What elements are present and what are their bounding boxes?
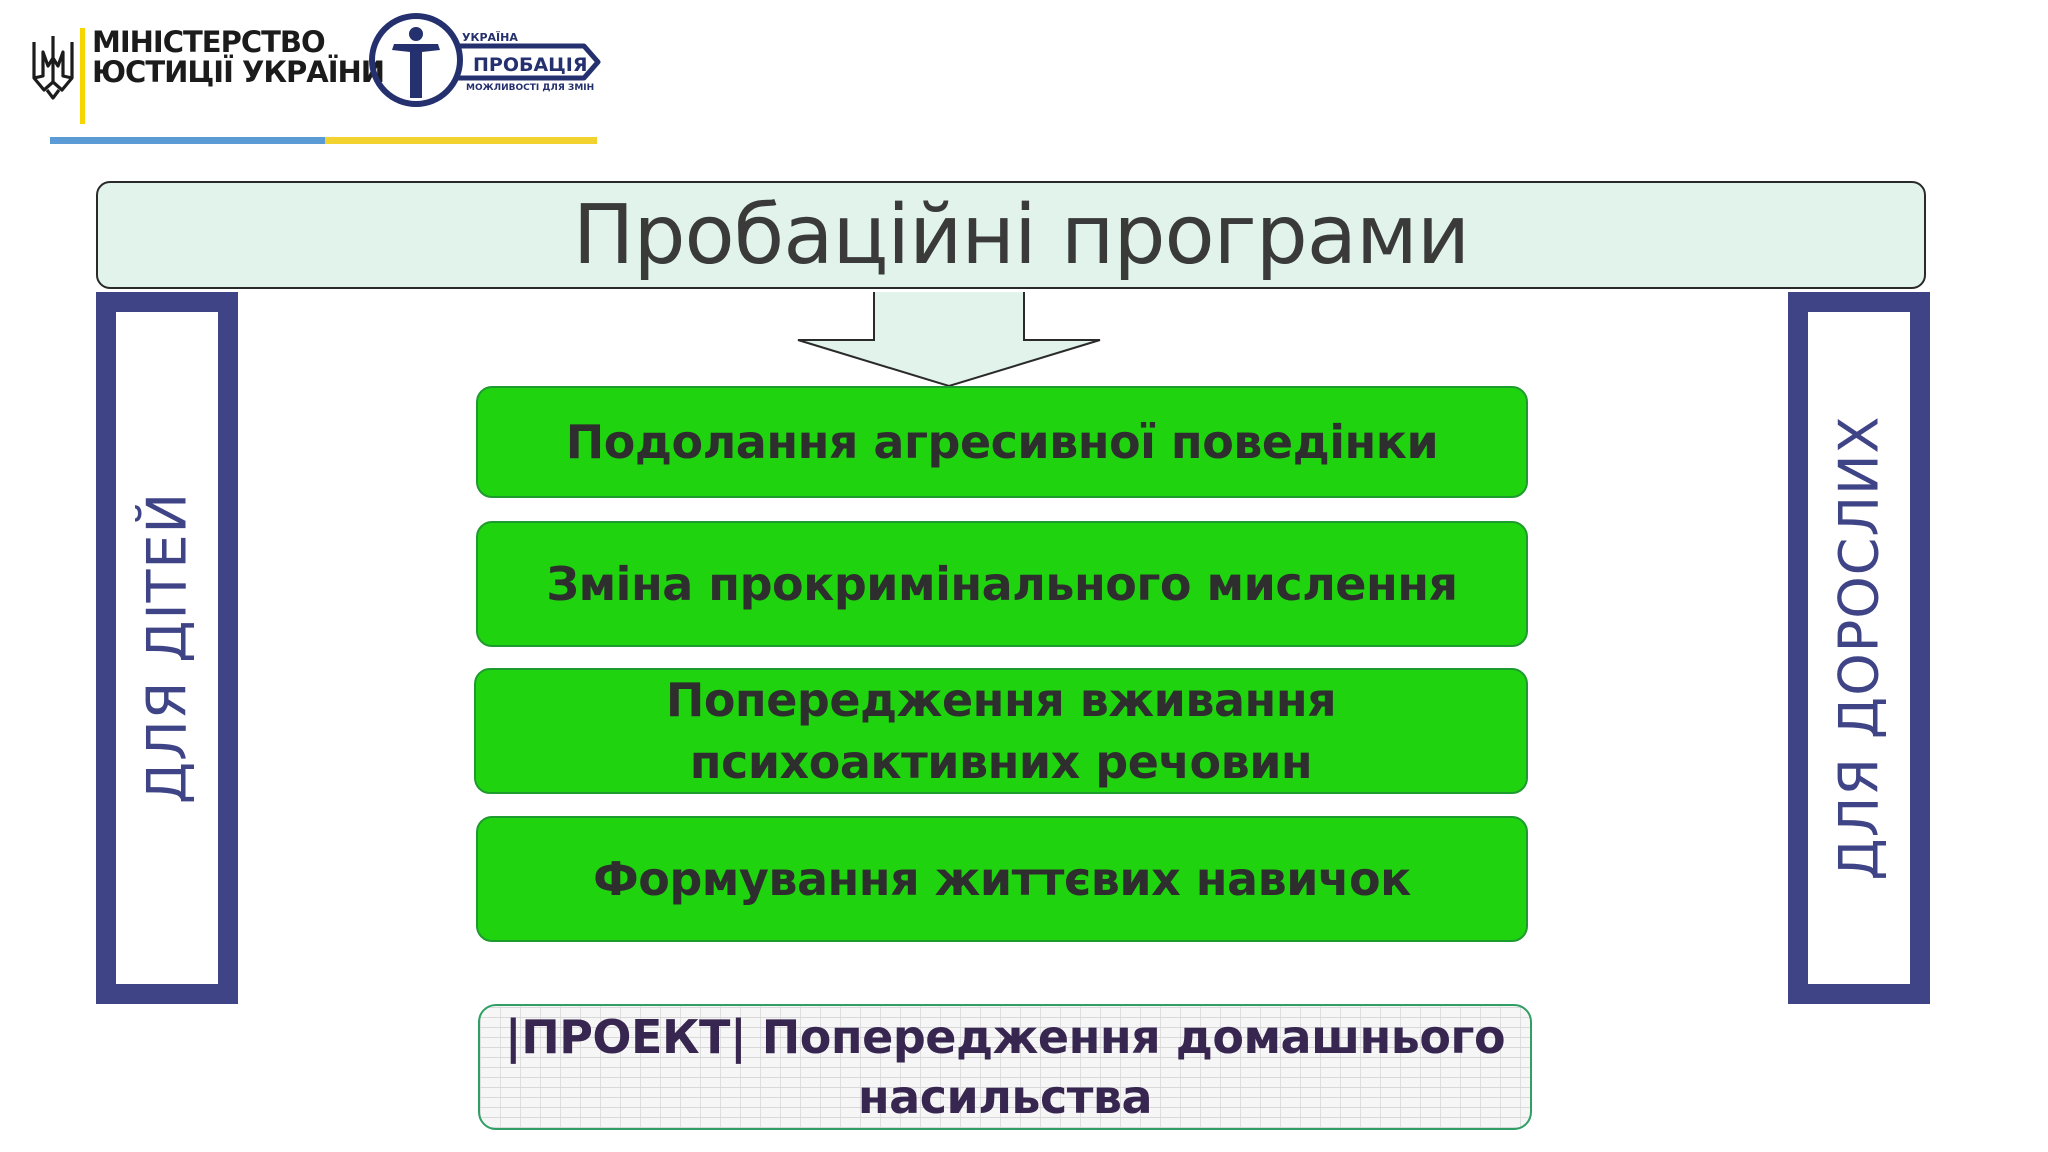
program-label — [566, 412, 1439, 472]
ministry-name-line-1: МІНІСТЕРСТВО — [92, 25, 325, 59]
project-label-line: |ПРОЕКТ| Попередження домашнього — [504, 1010, 1506, 1064]
adults-label: ДЛЯ ДОРОСЛИХ — [1827, 415, 1891, 881]
program-label — [546, 554, 1457, 614]
project-label-line: насильства — [857, 1070, 1153, 1124]
ministry-name-line-2: ЮСТИЦІЇ УКРАЇНИ — [92, 55, 385, 89]
program-box — [476, 816, 1528, 942]
children-frame — [96, 292, 238, 1004]
project-label — [505, 1007, 1505, 1127]
title-banner — [96, 181, 1926, 289]
program-label-line: психоактивних речовин — [689, 735, 1313, 789]
down-arrow-icon — [796, 292, 1102, 388]
program-label-line: Подолання агресивної поведінки — [565, 415, 1439, 469]
program-box — [476, 521, 1528, 647]
program-label — [593, 849, 1411, 909]
ministry-name — [92, 25, 385, 89]
ministry-divider — [80, 28, 85, 124]
header-rule-yellow — [325, 137, 597, 144]
program-label — [666, 669, 1336, 793]
program-box — [476, 386, 1528, 498]
probation-logo-top-word: УКРАЇНА — [462, 31, 518, 44]
page-title: Пробаційні програми — [572, 187, 1470, 283]
program-label-line: Формування життєвих навичок — [593, 852, 1411, 906]
program-box — [474, 668, 1528, 794]
probation-key-logo-icon — [362, 8, 606, 112]
probation-logo-main-word: ПРОБАЦІЯ — [473, 54, 588, 76]
program-label-line: Зміна прокримінального мислення — [546, 557, 1458, 611]
project-box — [478, 1004, 1532, 1130]
children-label: ДЛЯ ДІТЕЙ — [135, 491, 199, 805]
program-label-line: Попередження вживання — [665, 673, 1337, 727]
adults-frame — [1788, 292, 1930, 1004]
probation-logo-tagline: МОЖЛИВОСТІ ДЛЯ ЗМІН — [466, 83, 595, 93]
header-rule-blue — [50, 137, 325, 144]
trident-emblem-icon — [30, 32, 76, 102]
